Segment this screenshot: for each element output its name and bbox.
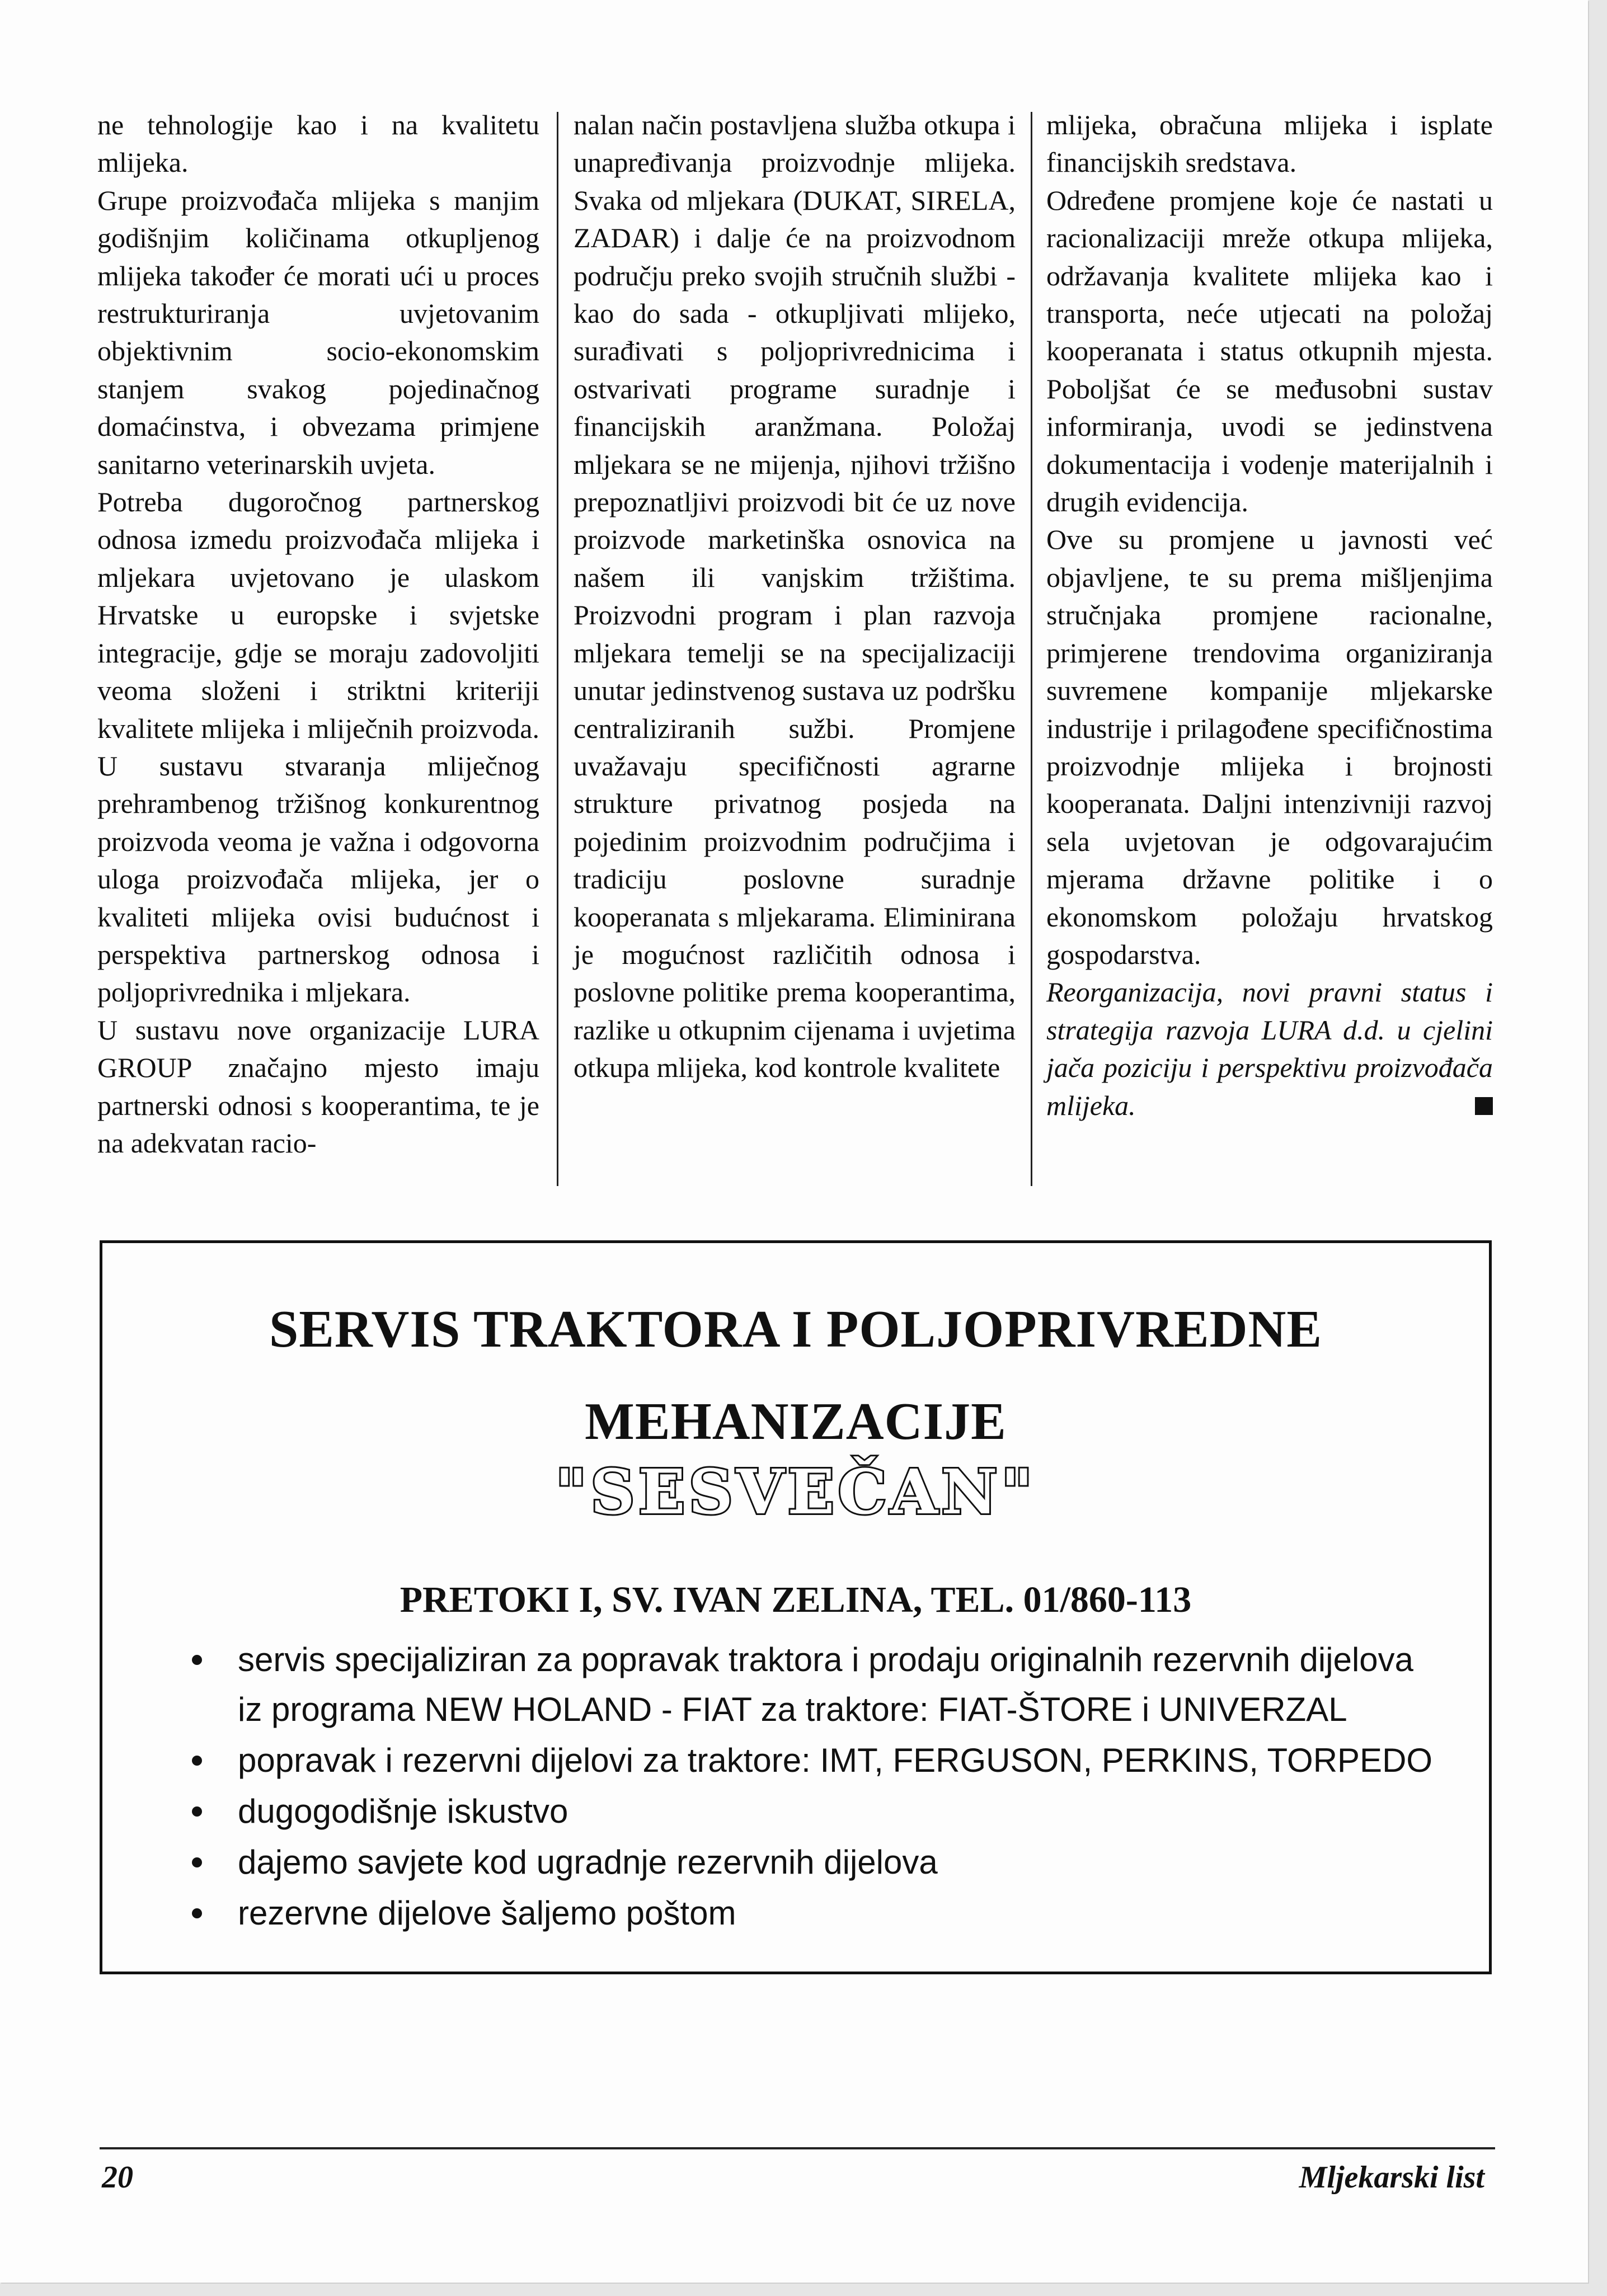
closing-italic-paragraph <box>1046 973 1493 1125</box>
article-column-1 <box>97 106 539 1162</box>
article-paragraph: Grupe proizvođača mlijeka s manjim godišnjim količinama otkupljenog mlijeka također će morati ući u proces restrukturiranja uvjetovanim objektivnim socio-ekonomskim stanjem svakog pojedinačnog domaćinstva, i obvezama primjene sanitarno veterinarskih uvjeta. <box>97 184 539 480</box>
ad-bullet-item: popravak i rezervni dijelovi za traktore: IMT, FERGUSON, PERKINS, TORPEDO <box>192 1735 1445 1785</box>
column-divider <box>557 112 558 1186</box>
journal-name: Mljekarski list <box>1299 2160 1484 2195</box>
ad-bullet-list <box>192 1635 1445 1939</box>
article-paragraph: mlijeka, obračuna mlijeka i isplate financijskih sredstava. <box>1046 109 1493 178</box>
end-of-article-square-icon <box>1475 1097 1493 1115</box>
closing-italic-text: Reorganizacija, novi pravni status i strategija razvoja LURA d.d. u cjelini jača poziciju i perspektivu proizvođača mlijeka. <box>1046 976 1493 1121</box>
article-column-2 <box>574 106 1016 1087</box>
ad-bullet-item: servis specijaliziran za popravak traktora i prodaju originalnih rezervnih dijelova iz programa NEW HOLAND - FIAT za traktore: FIAT-ŠTORE i UNIVERZAL <box>192 1635 1445 1734</box>
article-column-3 <box>1046 106 1493 1125</box>
ad-title-line-2: MEHANIZACIJE <box>585 1392 1007 1451</box>
ad-title-line-1: SERVIS TRAKTORA I POLJOPRIVREDNE <box>269 1300 1323 1358</box>
ad-bullet-item: rezervne dijelove šaljemo poštom <box>192 1888 1445 1938</box>
article-paragraph: Potreba dugoročnog partnerskog odnosa izmedu proizvođača mlijeka i mljekara uvjetovano je ulaskom Hrvatske u europske i svjetske integracije, gdje se moraju zadovoljiti veoma složeni i striktni kriteriji kvalitete mlijeka i mliječnih proizvoda. U sustavu stvaranja mliječnog prehrambenog tržišnog konkurentnog proizvoda veoma je važna i odgovorna uloga proizvođača mlijeka, jer o kvaliteti mlijeka ovisi budućnost i perspektiva partnerskog odnosa i poljoprivrednika i mljekara. <box>97 486 539 1008</box>
ad-address: PRETOKI I, SV. IVAN ZELINA, TEL. 01/860-113 <box>400 1579 1192 1620</box>
column-divider <box>1031 112 1032 1186</box>
ad-bullet-item: dugogodišnje iskustvo <box>192 1786 1445 1836</box>
footer-rule <box>100 2147 1495 2149</box>
article-paragraph: U sustavu nove organizacije LURA GROUP značajno mjesto imaju partnerski odnosi s kooperantima, te je na adekvatan racio- <box>97 1014 539 1159</box>
article-paragraph: nalan način postavljena služba otkupa i unapređivanja proizvodnje mlijeka. Svaka od mljekara (DUKAT, SIRELA, ZADAR) i dalje će na proizvodnom području preko svojih stručnih službi - kao do sada - otkupljivati mlijeko, surađivati s poljoprivrednicima i ostvarivati programe suradnje i financijskih aranžmana. Položaj mljekara se ne mijenja, njihovi tržišno prepoznatljivi proizvodi bit će uz nove proizvode marketinška osnovica na našem ili vanjskim tržištima. Proizvodni program i plan razvoja mljekara temelji se na specijalizaciji unutar jedinstvenog sustava uz podršku centraliziranih sužbi. Promjene uvažavaju specifičnosti agrarne strukture privatnog posjeda na pojedinim proizvodnim područjima i tradiciju poslovne suradnje kooperanata s mljekarama. Eliminirana je mogućnost različitih odnosa i poslovne politike prema kooperantima, razlike u otkupnim cijenama i uvjetima otkupa mlijeka, kod kontrole kvalitete <box>574 109 1016 1084</box>
advertisement-box <box>100 1240 1492 1974</box>
article-paragraph: ne tehnologije kao i na kvalitetu mlijeka. <box>97 109 539 178</box>
article-paragraph: Ove su promjene u javnosti već objavljene, te su prema mišljenjima stručnjaka promjene racionalne, primjerene trendovima organiziranja suvremene kompanije mljekarske industrije i prilagođene specifičnostima proizvodnje mlijeka i brojnosti kooperanata. Daljni intenzivniji razvoj sela uvjetovan je odgovarajućim mjerama državne politike i o ekonomskom položaju hrvatskog gospodarstva. <box>1046 524 1493 970</box>
article-paragraph: Određene promjene koje će nastati u racionalizaciji mreže otkupa mlijeka, održavanja kvalitete mlijeka kao i transporta, neće utjecati na položaj kooperanata i status otkupnih mjesta. Poboljšat će se međusobni sustav informiranja, uvodi se jedinstvena dokumentacija i vodenje materijalnih i drugih evidencija. <box>1046 184 1493 518</box>
ad-brand-logo: "SESVEČAN" <box>555 1456 1036 1528</box>
ad-bullet-item: dajemo savjete kod ugradnje rezervnih dijelova <box>192 1837 1445 1887</box>
page-number: 20 <box>102 2160 133 2195</box>
